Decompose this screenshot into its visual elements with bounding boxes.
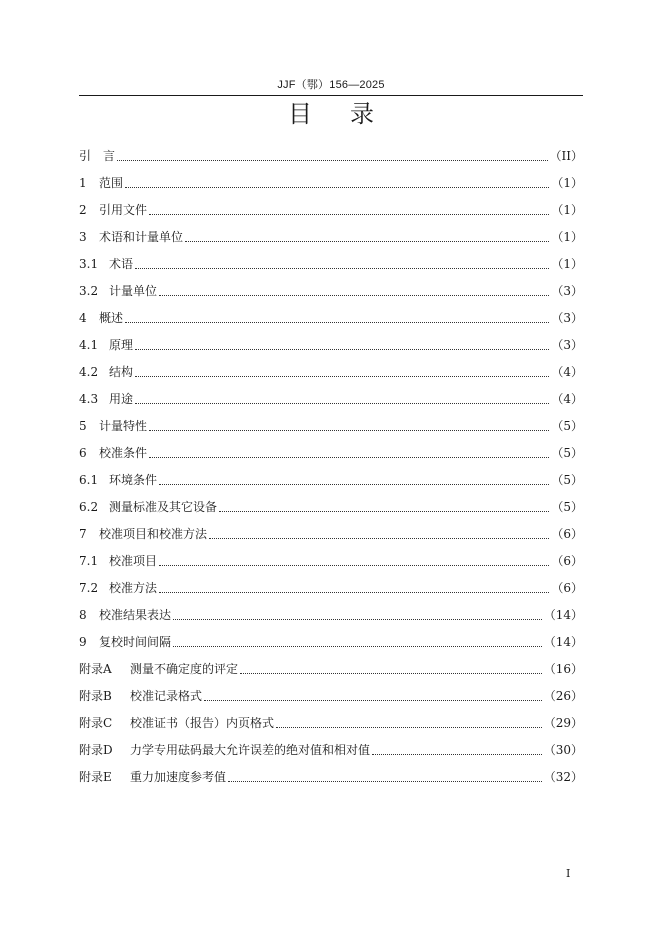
toc-dot-leader	[135, 403, 549, 404]
toc-entry-number: 2	[79, 203, 87, 217]
toc-entry-label: 校准记录格式	[130, 689, 203, 703]
table-of-contents	[79, 143, 583, 791]
toc-entry-number: 4.2	[79, 365, 99, 379]
toc-entry[interactable]	[79, 494, 583, 521]
toc-entry-page: （1）	[551, 230, 583, 244]
toc-dot-leader	[159, 565, 549, 566]
toc-entry-number: 附录C	[79, 716, 113, 730]
toc-entry-label: 校准方法	[109, 581, 158, 595]
toc-entry-page: （4）	[551, 365, 583, 379]
toc-entry-label: 引用文件	[99, 203, 148, 217]
toc-entry[interactable]	[79, 359, 583, 386]
toc-entry[interactable]	[79, 305, 583, 332]
toc-dot-leader	[135, 268, 549, 269]
toc-entry-page: （5）	[551, 473, 583, 487]
toc-entry-label: 计量单位	[109, 284, 158, 298]
toc-entry-number: 9	[79, 635, 87, 649]
toc-entry-label: 环境条件	[109, 473, 158, 487]
toc-entry-label: 术语和计量单位	[99, 230, 184, 244]
toc-entry-number: 7	[79, 527, 87, 541]
toc-entry-page: （5）	[551, 419, 583, 433]
toc-entry-number: 6.1	[79, 473, 99, 487]
toc-dot-leader	[125, 187, 549, 188]
toc-entry-label: 用途	[109, 392, 134, 406]
toc-entry-page: （1）	[551, 176, 583, 190]
toc-entry-number: 4	[79, 311, 87, 325]
toc-entry[interactable]	[79, 575, 583, 602]
toc-entry-number: 引 言	[79, 149, 116, 163]
toc-entry-page: （3）	[551, 338, 583, 352]
toc-entry-number: 8	[79, 608, 87, 622]
toc-entry-page: （6）	[551, 554, 583, 568]
toc-entry[interactable]	[79, 629, 583, 656]
toc-entry-page: （3）	[551, 284, 583, 298]
toc-entry-label: 计量特性	[99, 419, 148, 433]
toc-entry-number: 3.1	[79, 257, 99, 271]
toc-entry[interactable]	[79, 332, 583, 359]
toc-entry[interactable]	[79, 521, 583, 548]
toc-entry-page: （26）	[543, 689, 583, 703]
toc-dot-leader	[149, 214, 549, 215]
toc-entry-page: （29）	[543, 716, 583, 730]
header-divider	[79, 95, 583, 96]
toc-entry-label: 重力加速度参考值	[130, 770, 227, 784]
toc-entry-page: （II）	[549, 149, 583, 163]
toc-entry-page: （5）	[551, 500, 583, 514]
toc-dot-leader	[159, 592, 549, 593]
toc-entry[interactable]	[79, 467, 583, 494]
toc-dot-leader	[276, 727, 542, 728]
toc-entry[interactable]	[79, 548, 583, 575]
toc-entry-page: （32）	[543, 770, 583, 784]
toc-entry-number: 6	[79, 446, 87, 460]
toc-entry-label: 校准结果表达	[99, 608, 172, 622]
toc-dot-leader	[372, 754, 542, 755]
toc-entry-number: 附录B	[79, 689, 112, 703]
toc-dot-leader	[117, 160, 548, 161]
toc-entry-page: （16）	[543, 662, 583, 676]
toc-entry-page: （1）	[551, 203, 583, 217]
toc-dot-leader	[219, 511, 549, 512]
page-title: 目录	[288, 100, 412, 128]
toc-entry[interactable]	[79, 602, 583, 629]
toc-dot-leader	[204, 700, 542, 701]
toc-entry[interactable]	[79, 440, 583, 467]
toc-entry-label: 测量不确定度的评定	[130, 662, 239, 676]
toc-entry-number: 3.2	[79, 284, 99, 298]
toc-entry-number: 6.2	[79, 500, 99, 514]
toc-entry[interactable]	[79, 251, 583, 278]
toc-entry-page: （3）	[551, 311, 583, 325]
toc-dot-leader	[135, 349, 549, 350]
toc-entry-label: 结构	[109, 365, 134, 379]
toc-entry-page: （5）	[551, 446, 583, 460]
toc-entry[interactable]	[79, 170, 583, 197]
toc-dot-leader	[185, 241, 549, 242]
toc-entry[interactable]	[79, 386, 583, 413]
toc-dot-leader	[135, 376, 549, 377]
toc-entry[interactable]	[79, 224, 583, 251]
toc-entry[interactable]	[79, 656, 583, 683]
toc-dot-leader	[173, 619, 542, 620]
toc-entry-label: 校准证书（报告）内页格式	[130, 716, 275, 730]
toc-dot-leader	[149, 457, 549, 458]
toc-entry-page: （6）	[551, 527, 583, 541]
toc-entry-number: 4.1	[79, 338, 99, 352]
toc-dot-leader	[159, 295, 549, 296]
toc-entry-page: （1）	[551, 257, 583, 271]
toc-entry-label: 测量标准及其它设备	[109, 500, 218, 514]
toc-entry-page: （14）	[543, 608, 583, 622]
toc-entry-number: 附录A	[79, 662, 112, 676]
toc-entry-page: （4）	[551, 392, 583, 406]
toc-entry-number: 4.3	[79, 392, 99, 406]
toc-entry-label: 范围	[99, 176, 124, 190]
toc-entry-label: 原理	[109, 338, 134, 352]
toc-entry-number: 1	[79, 176, 87, 190]
toc-entry-label: 术语	[109, 257, 134, 271]
toc-entry[interactable]	[79, 764, 583, 791]
toc-entry[interactable]	[79, 683, 583, 710]
toc-dot-leader	[125, 322, 549, 323]
toc-entry-page: （6）	[551, 581, 583, 595]
toc-entry-number: 附录D	[79, 743, 113, 757]
toc-entry[interactable]	[79, 143, 583, 170]
toc-entry-number: 7.2	[79, 581, 99, 595]
toc-entry-number: 5	[79, 419, 87, 433]
toc-dot-leader	[173, 646, 542, 647]
toc-dot-leader	[159, 484, 549, 485]
toc-entry-label: 概述	[99, 311, 124, 325]
toc-entry[interactable]	[79, 737, 583, 764]
toc-entry[interactable]	[79, 197, 583, 224]
toc-entry-number: 附录E	[79, 770, 112, 784]
toc-entry-page: （14）	[543, 635, 583, 649]
toc-entry[interactable]	[79, 413, 583, 440]
toc-entry[interactable]	[79, 278, 583, 305]
toc-dot-leader	[209, 538, 549, 539]
page-number: I	[566, 867, 571, 880]
toc-entry-page: （30）	[543, 743, 583, 757]
toc-entry-label: 校准项目和校准方法	[99, 527, 208, 541]
toc-entry[interactable]	[79, 710, 583, 737]
document-code: JJF（鄂）156—2025	[277, 79, 385, 91]
toc-entry-number: 7.1	[79, 554, 99, 568]
toc-entry-label: 校准项目	[109, 554, 158, 568]
toc-entry-label: 复校时间间隔	[99, 635, 172, 649]
toc-entry-number: 3	[79, 230, 87, 244]
toc-dot-leader	[240, 673, 542, 674]
toc-entry-label: 力学专用砝码最大允许误差的绝对值和相对值	[130, 743, 371, 757]
toc-dot-leader	[228, 781, 542, 782]
toc-dot-leader	[149, 430, 549, 431]
toc-entry-label: 校准条件	[99, 446, 148, 460]
